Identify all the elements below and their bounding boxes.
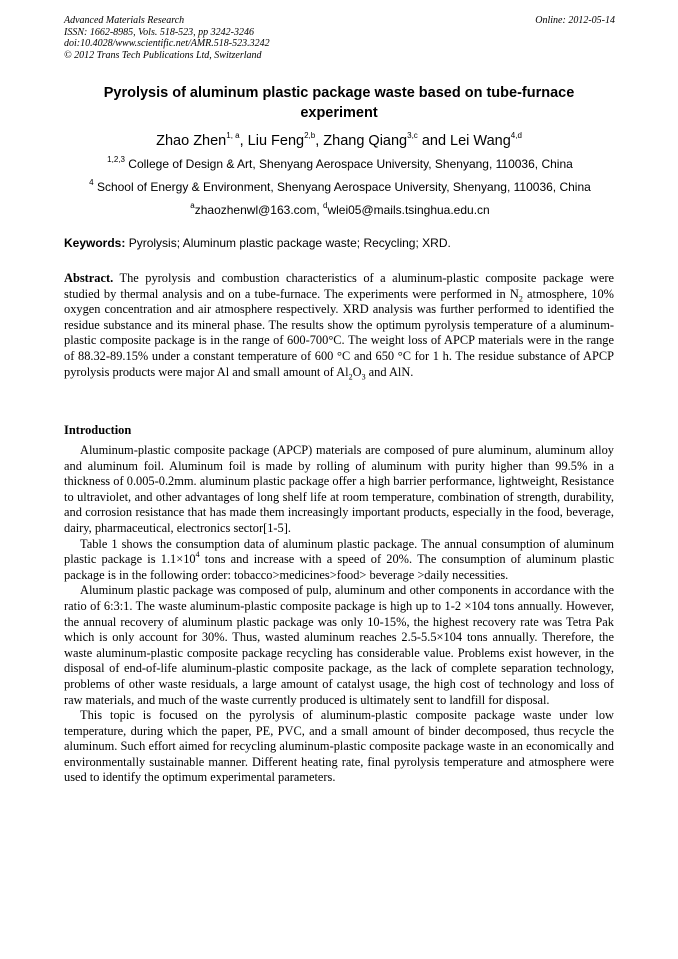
keywords-label: Keywords:: [64, 236, 126, 250]
affiliation-1: [40, 156, 640, 172]
affiliation-sup: 4: [89, 178, 94, 187]
email-link[interactable]: wlei05@mails.tsinghua.edu.cn: [327, 203, 490, 217]
subscript: 2: [518, 294, 523, 304]
abstract-text: The pyrolysis and combustion characteristics of a aluminum-plastic composite package were studied by thermal analysis and on a tube-furnace. The experiments were performed in N: [64, 271, 614, 301]
abstract-label: Abstract.: [64, 271, 114, 285]
journal-name: Advanced Materials Research: [64, 15, 185, 26]
author-separator: ,: [315, 133, 324, 149]
paragraph: This topic is focused on the pyrolysis of aluminum-plastic composite package waste under low temperature, during which the paper, PE, PVC, and a small amount of binder decomposed, thus recycle the aluminum. Such effort aimed for recycling aluminum-plastic composite package waste in an economically and environmentally sustainable manner. Different heating rate, final pyrolysis temperature and atmosphere were used to identify the optimum experimental parameters.: [64, 708, 614, 785]
subscript: 3: [361, 372, 366, 382]
paper-title: Pyrolysis of aluminum plastic package waste based on tube-furnace experiment: [103, 85, 575, 121]
author-sup: 4,d: [510, 131, 522, 141]
paragraph-text: Table 1 shows the consumption data of aluminum plastic package. The annual consumption of aluminum plastic package is 1.1×10: [64, 536, 614, 567]
author-sup: 2,b: [304, 131, 316, 141]
email-sup: a: [190, 201, 195, 210]
journal-header: [64, 15, 270, 61]
paragraph-text: tons and increase with a speed of 20%. The consumption of aluminum plastic package is in the following order: tobacco>medicines>food> beverage >daily necessities.: [64, 552, 614, 582]
doi-line: doi:10.4028/www.scientific.net/AMR.518-523.3242: [64, 38, 270, 49]
author-name: Zhao Zhen: [156, 133, 227, 149]
email-link[interactable]: zhaozhenwl@163.com,: [194, 203, 323, 217]
affiliation-2: [40, 179, 640, 195]
keywords-line: [64, 235, 614, 251]
author-sup: 3,c: [407, 131, 418, 141]
author-name: Zhang Qiang: [323, 133, 408, 149]
email-sup: d: [322, 201, 328, 210]
author-emails: [40, 202, 640, 218]
author-name: Liu Feng: [247, 133, 305, 149]
paragraph: Aluminum-plastic composite package (APCP) materials are composed of pure aluminum, aluminum alloy and aluminum foil. Aluminum foil is made by rolling of aluminum with purity higher than 99.5% in a thickness of 0.005-0.2mm. aluminum plastic package offer a high barrier performance, lightweight, Resistance to ultraviolet, and other advantages of long shelf life at room temperature, combination of strength, durability, and corrosion resistance that has made them increasingly important products, especially in the food, beverage, dairy, pharmaceutical, electronics sector[1-5].: [64, 443, 614, 535]
abstract: [64, 271, 614, 380]
superscript: 4: [195, 550, 200, 560]
keywords-text: Pyrolysis; Aluminum plastic package waste; Recycling; XRD.: [125, 236, 451, 250]
affiliation-text: School of Energy & Environment, Shenyang Aerospace University, Shenyang, 110036, China: [93, 180, 591, 194]
abstract-text: atmosphere, 10% oxygen concentration and air atmosphere respectively. XRD analysis was further performed to identified the residue substance and its mineral phase. The results show the optimum pyrolysis temperature of a aluminum-plastic composite package is in the range of 600-700°C. The weight loss of APCP materials were in the range of 88.32-89.15% under a constant temperature of 600 °C and 650 °C for 1 h. The residue substance of APCP pyrolysis products were major Al and small amount of Al: [64, 286, 614, 379]
introduction-body: [64, 443, 614, 786]
author-separator: and: [417, 133, 451, 149]
paragraph: Aluminum plastic package was composed of pulp, aluminum and other components in accordance with the ratio of 6:3:1. The waste aluminum-plastic composite package is high up to 1-2 ×104 tons annually. However, the annual recovery of aluminum plastic package was only 10-15%, the highest recovery rate was Tetra Pak which is only account for 30%. Thus, wasted aluminum reaches 2.5-5.5×104 tons annually. Therefore, the waste aluminum-plastic composite package recycling has considerable value. Problems exist however, in the disposal of end-of-life aluminum-plastic composite package, as the lack of complete separation technology, problems of other waste residuals, a large amount of catalyst usage, the high cost of technology and loss of raw materials, and much of the waste currently produced is ultimately sent to landfill for disposal.: [64, 583, 614, 707]
author-sup: 1, a: [226, 131, 240, 141]
author-name: Lei Wang: [450, 133, 511, 149]
online-date: Online: 2012-05-14: [535, 15, 615, 26]
author-separator: ,: [239, 133, 248, 149]
author-list: [64, 131, 614, 151]
abstract-text: O: [352, 364, 362, 379]
affiliation-text: College of Design & Art, Shenyang Aerospace University, Shenyang, 110036, China: [124, 157, 573, 171]
copyright-line: © 2012 Trans Tech Publications Ltd, Switzerland: [64, 49, 262, 61]
abstract-text: and AlN.: [365, 364, 414, 379]
affiliation-sup: 1,2,3: [107, 155, 125, 164]
issn-line: ISSN: 1662-8985, Vols. 518-523, pp 3242-3246: [64, 26, 254, 38]
section-heading-introduction: Introduction: [64, 423, 132, 437]
subscript: 2: [348, 372, 353, 382]
paragraph: [64, 537, 614, 584]
